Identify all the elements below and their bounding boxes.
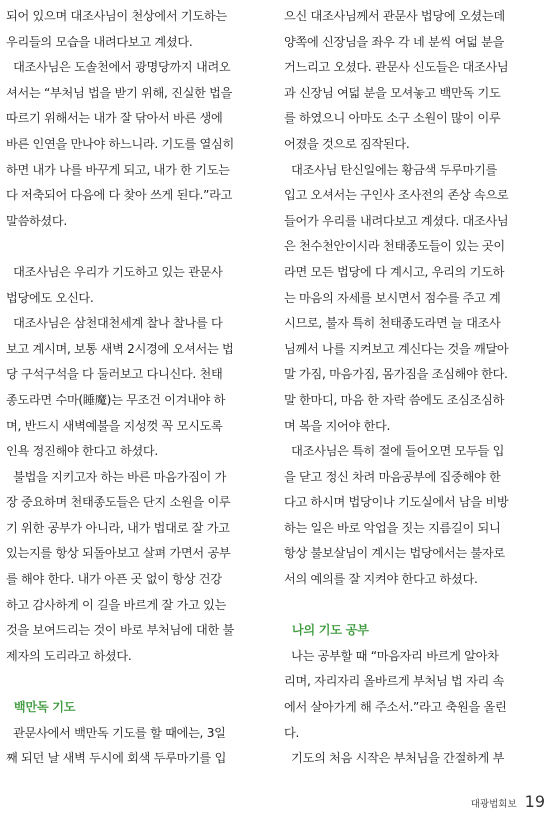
publication-name: 대광법회보 — [470, 799, 517, 810]
text-line: 양쪽에 신장님을 좌우 각 네 분씩 여덟 분을 — [284, 34, 505, 49]
page-number: 19 — [524, 792, 545, 811]
text-line: 하고 감사하게 이 길을 바르게 잘 가고 있는 — [6, 597, 227, 612]
blank-line — [6, 234, 263, 260]
text-line: 보고 계시며, 보통 새벽 2시경에 오셔서는 법 — [6, 341, 234, 356]
right-column — [284, 4, 541, 772]
text-line: 들어가 우리를 내려다보고 계셨다. 대조사님 — [284, 213, 509, 228]
page-footer — [471, 792, 545, 811]
section-heading: 백만독 기도 — [6, 700, 76, 715]
text-line: 인욕 정진해야 한다고 하셨다. — [6, 444, 158, 459]
text-line: 바른 인연을 만나야 하느니라. 기도를 열심히 — [6, 136, 234, 151]
text-line: 서의 예의를 잘 지켜야 한다고 하셨다. — [284, 572, 478, 587]
text-line: 님께서 나를 지켜보고 계신다는 것을 깨달아 — [284, 341, 509, 356]
text-line: 며, 반드시 새벽예불을 지성껏 꼭 모시도록 — [6, 418, 223, 433]
text-line: 다 저축되어 다음에 다 찾아 쓰게 된다.”라고 — [6, 188, 233, 203]
text-line: 째 되던 날 새벽 두시에 회색 두루마기를 입 — [6, 751, 227, 766]
text-line: 기 위한 공부가 아니라, 내가 법대로 잘 가고 — [6, 520, 230, 535]
text-line: 과 신장님 여덟 분을 모셔놓고 백만독 기도 — [284, 85, 501, 100]
text-line: 말씀하셨다. — [6, 213, 67, 228]
blank-line — [6, 669, 263, 695]
text-line: 나는 공부할 때 “마음자리 바르게 알아차 — [284, 648, 499, 663]
text-line: 관문사에서 백만독 기도를 할 때에는, 3일 — [6, 725, 226, 740]
text-line: 따르기 위해서는 내가 잘 닦아서 바른 생에 — [6, 111, 223, 126]
text-line: 는 마음의 자세를 보시면서 점수를 주고 계 — [284, 290, 501, 305]
text-line: 리며, 자리자리 올바르게 부처님 법 자리 속 — [284, 674, 505, 689]
text-line: 을 닫고 정신 차려 마음공부에 집중해야 한 — [284, 469, 501, 484]
text-line: 기도의 처음 시작은 부처님을 간절하게 부 — [284, 751, 505, 766]
text-line: 셔서는 “부처님 법을 받기 위해, 진실한 법을 — [6, 85, 233, 100]
text-line: 항상 불보살님이 계시는 법당에서는 불자로 — [284, 546, 505, 561]
left-column — [6, 4, 263, 772]
text-line: 말 가짐, 마음가짐, 몸가짐을 조심해야 한다. — [284, 367, 508, 382]
text-line: 시므로, 불자 특히 천태종도라면 늘 대조사 — [284, 316, 501, 331]
text-line: 대조사님은 삼천대천세계 찰나 찰나를 다 — [6, 316, 223, 331]
text-line: 대조사님은 특히 절에 들어오면 모두들 입 — [284, 444, 505, 459]
blank-line — [284, 593, 541, 619]
text-line: 당 구석구석을 다 둘러보고 다니신다. 천태 — [6, 367, 223, 382]
text-line: 되어 있으며 대조사님이 천상에서 기도하는 — [6, 9, 227, 23]
text-line: 하는 일은 바로 악업을 짓는 지름길이 되니 — [284, 520, 501, 535]
text-line: 다고 하시며 법당이나 기도실에서 남을 비방 — [284, 495, 509, 510]
text-line: 대조사님은 도솔천에서 광명당까지 내려오 — [6, 60, 231, 75]
text-line: 장 중요하며 천태종도들은 단지 소원을 이루 — [6, 495, 231, 510]
text-line: 다. — [284, 725, 300, 740]
text-line: 를 해야 한다. 내가 아픈 곳 없이 항상 건강 — [6, 572, 222, 587]
text-line: 대조사님은 우리가 기도하고 있는 관문사 — [6, 264, 223, 279]
text-line: 라면 모든 법당에 다 계시고, 우리의 기도하 — [284, 264, 505, 279]
text-line: 하면 내가 나를 바꾸게 되고, 내가 한 기도는 — [6, 162, 230, 177]
text-line: 우리들의 모습을 내려다보고 계셨다. — [6, 34, 193, 49]
text-line: 거느리고 오셨다. 관문사 신도들은 대조사님 — [284, 60, 509, 75]
text-line: 대조사님 탄신일에는 황금색 두루마기를 — [284, 162, 497, 177]
text-line: 법당에도 오신다. — [6, 290, 94, 305]
text-line: 으신 대조사님께서 관문사 법당에 오셨는데 — [284, 9, 505, 23]
text-line: 에서 살아가게 해 주소서.”라고 축원을 올린 — [284, 700, 507, 715]
text-line: 말 한마디, 마음 한 자락 씀에도 조심조심하 — [284, 392, 505, 407]
text-line: 제자의 도리라고 하셨다. — [6, 648, 132, 663]
text-line: 어졌을 것으로 짐작된다. — [284, 136, 410, 151]
text-line: 불법을 지키고자 하는 바른 마음가짐이 가 — [6, 469, 227, 484]
text-line: 것을 보여드리는 것이 바로 부처님에 대한 불 — [6, 623, 234, 638]
text-line: 를 하였으니 아마도 소구 소원이 많이 이루 — [284, 111, 501, 126]
text-line: 종도라면 수마(睡魔)는 무조건 이겨내야 하 — [6, 392, 226, 407]
text-line: 며 복을 지어야 한다. — [284, 418, 391, 433]
text-line: 입고 오셔서는 구인사 조사전의 존상 속으로 — [284, 188, 509, 203]
text-line: 은 천수천안이시라 천태종도들이 있는 곳이 — [284, 239, 505, 254]
section-heading: 나의 기도 공부 — [284, 623, 369, 638]
text-line: 있는지를 항상 되돌아보고 살펴 가면서 공부 — [6, 546, 231, 561]
